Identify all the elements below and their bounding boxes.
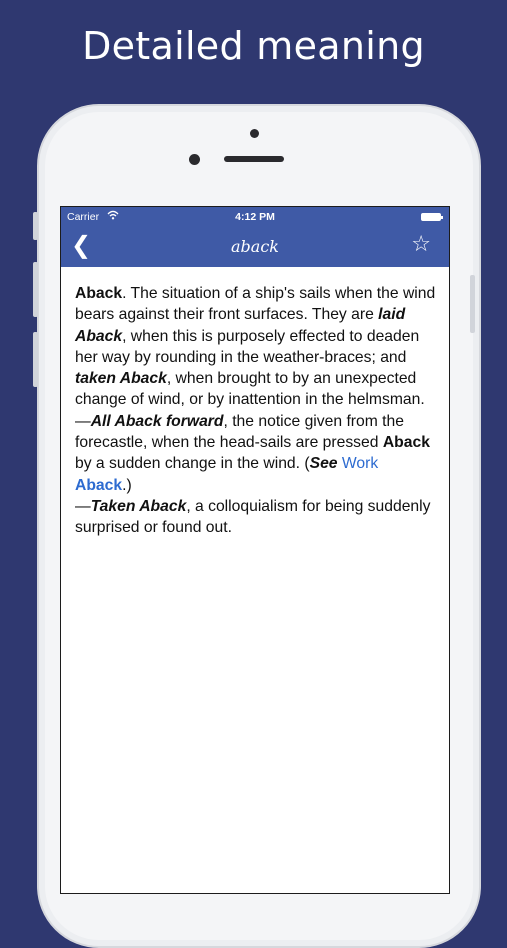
phrase-laid-aback: laid Aback [75,306,406,345]
front-camera [250,129,259,138]
phrase-taken-aback: taken Aback [75,370,167,388]
status-bar [61,207,449,227]
phrase-all-aback-forward: All Aback forward [90,412,224,430]
volume-down-button [33,332,38,387]
term-aback-bold: Aback [382,434,430,452]
battery-icon [421,213,441,221]
em-dash: — [75,497,91,515]
chevron-left-icon[interactable]: ❮ [71,231,92,259]
definition-fragment: , when this is purposely effected to deaden her way by rounding in the weather-braces; and [75,327,420,366]
definition-fragment: . The situation of a ship's sails when the wind bears against their front surfaces. They are [75,285,436,324]
carrier-label: Carrier [67,211,100,223]
term-headword: Aback [75,285,123,302]
definition-fragment: .) [122,476,132,494]
link-work[interactable]: Work [341,455,379,473]
page-headline: Detailed meaning [82,24,425,68]
earpiece-speaker [224,156,284,162]
silent-switch [33,212,38,240]
definition-fragment: , when brought to by an unexpected change of wind, or by inattention in the helmsman.— [75,370,425,430]
definition-text [75,283,437,539]
nav-title: aback [231,237,279,256]
app-screen [60,206,450,894]
star-outline-icon[interactable]: ☆ [411,232,431,257]
navigation-bar [61,227,449,267]
definition-fragment: , the notice given from the forecastle, when the head-sails are pressed [75,412,404,452]
link-aback[interactable]: Aback [75,476,123,494]
proximity-sensor [189,154,200,165]
definition-fragment: by a sudden change in the wind. ( [75,455,310,473]
volume-up-button [33,262,38,317]
see-label: See [309,455,338,473]
status-time: 4:12 PM [235,211,275,223]
definition-fragment: , a colloquialism for being suddenly surprised or found out. [75,497,431,537]
phrase-taken-aback-2: Taken Aback [90,497,187,515]
power-button [470,275,475,333]
